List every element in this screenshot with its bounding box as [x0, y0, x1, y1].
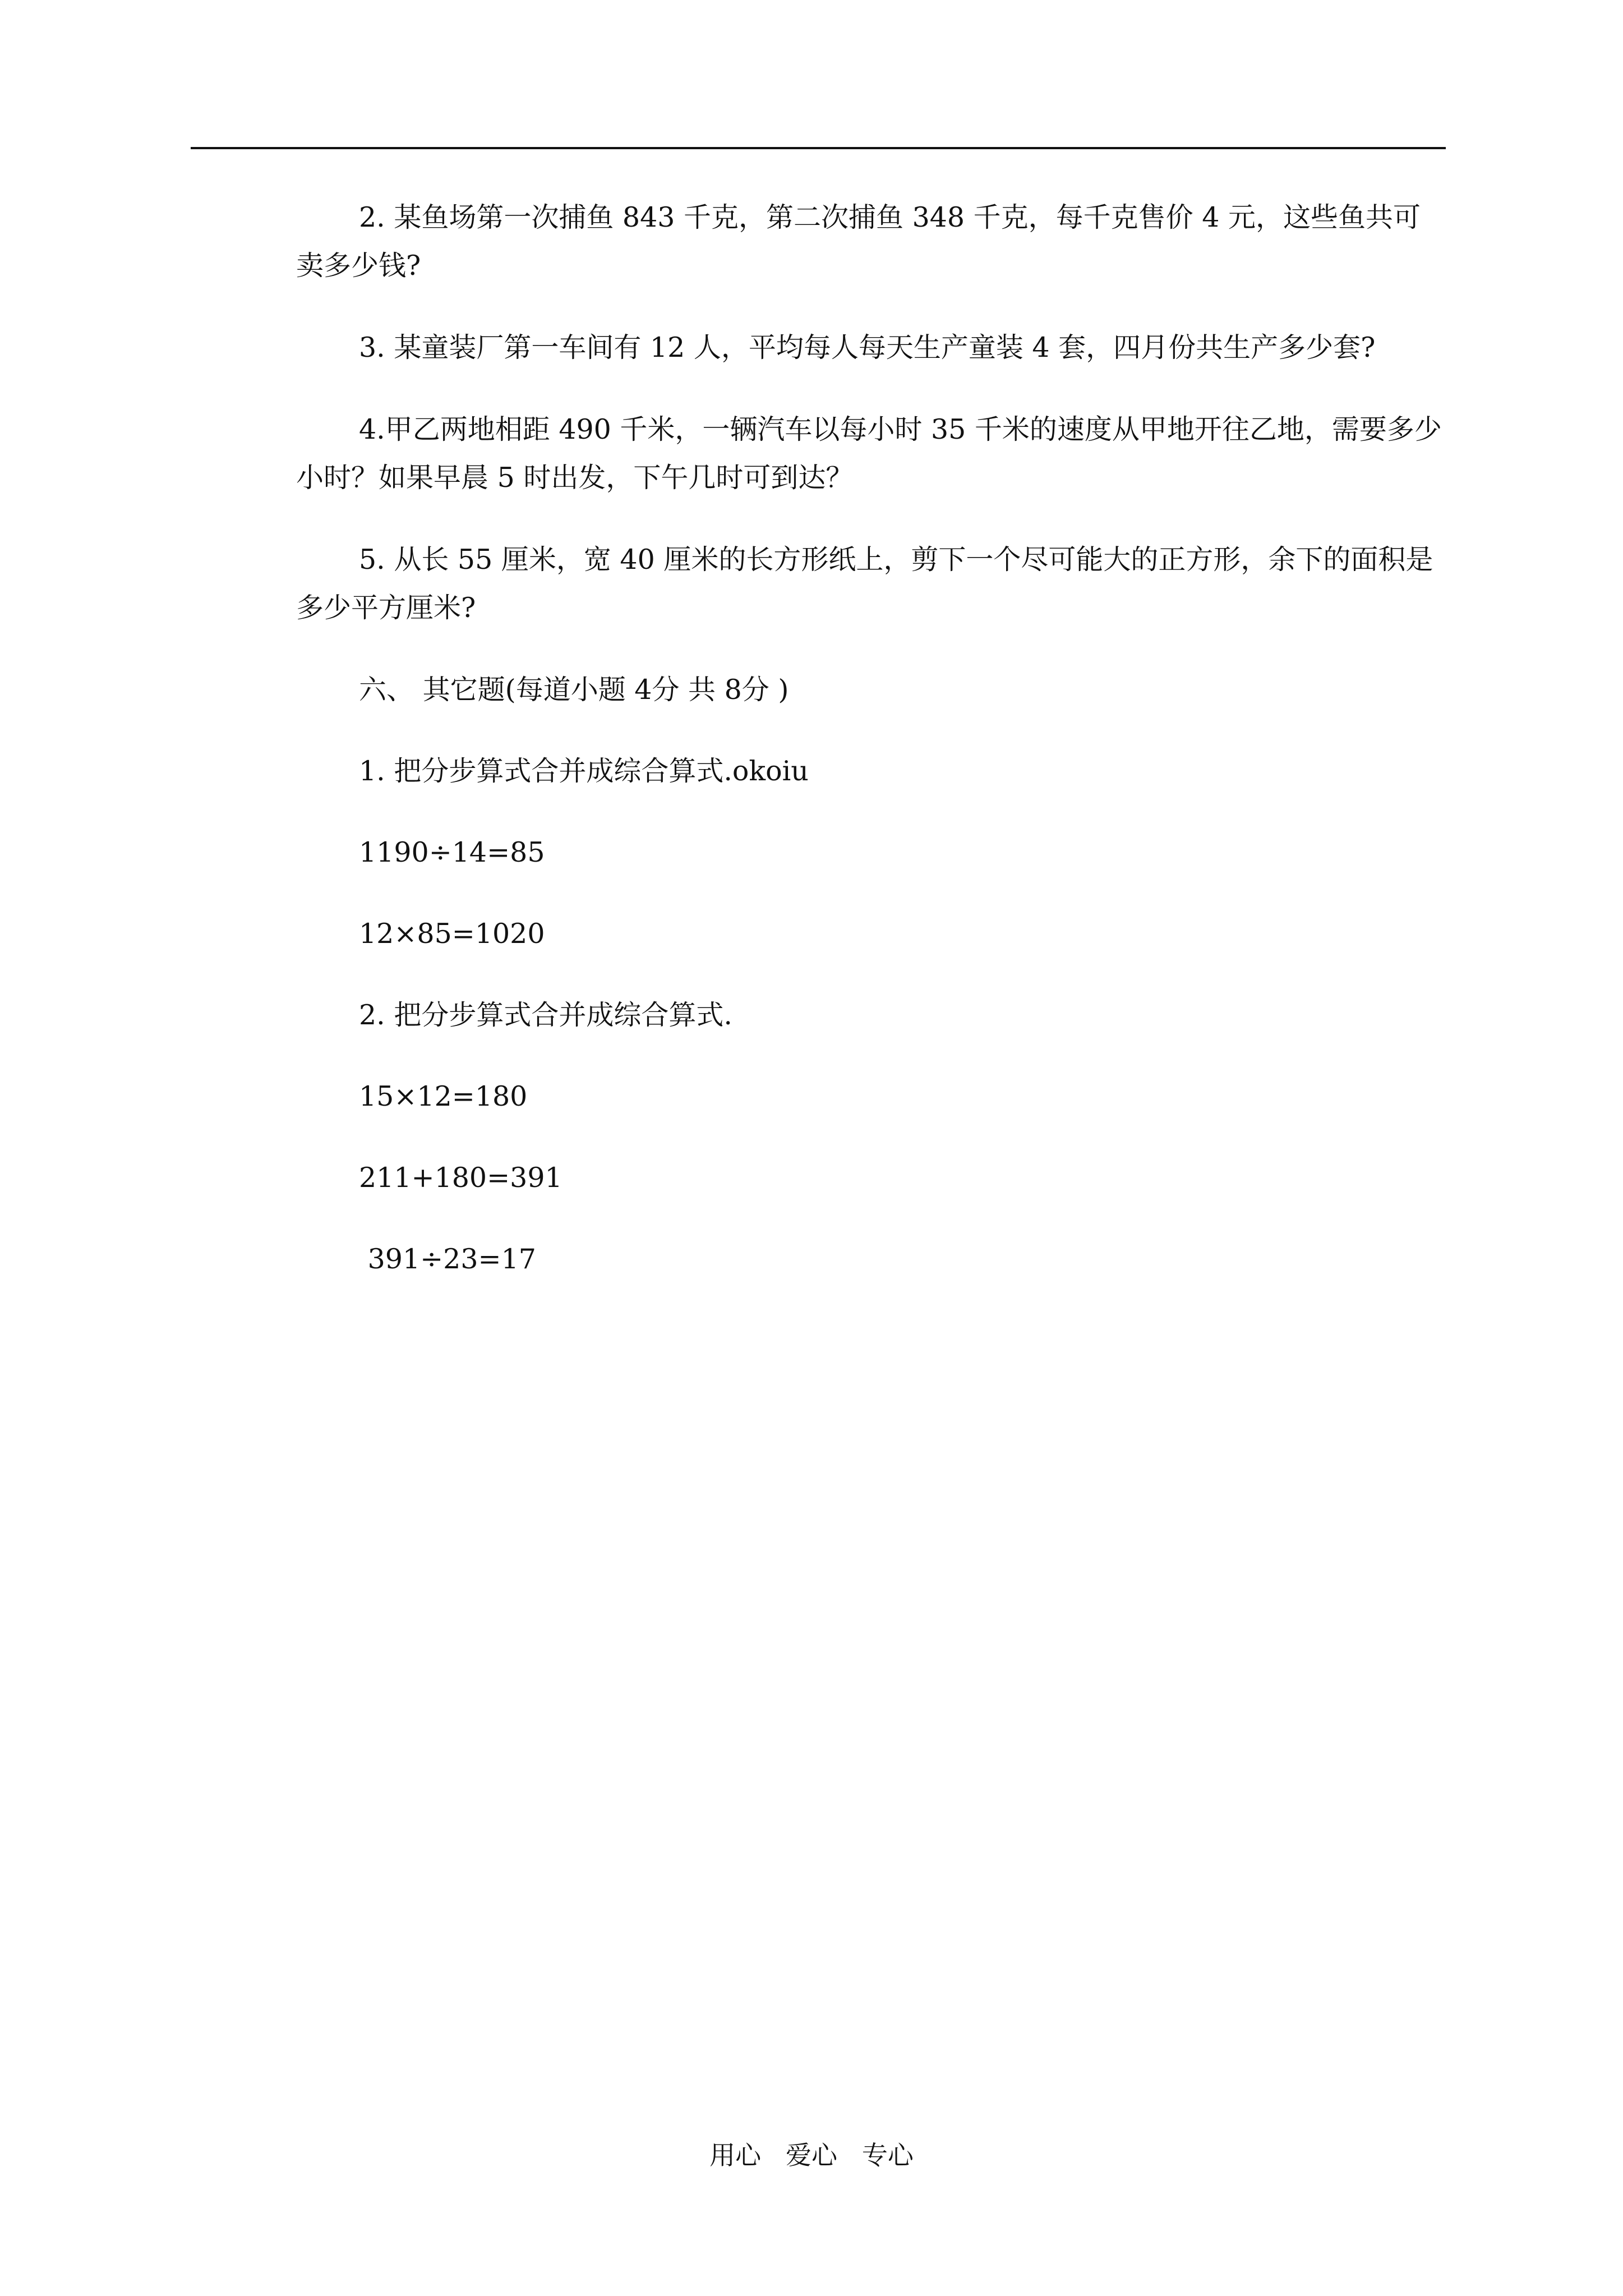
q1-step-2: 12×85=1020: [359, 918, 545, 950]
q2-step-3: 391÷23=17: [359, 1243, 536, 1275]
q2-step-1: 15×12=180: [359, 1080, 528, 1112]
problem-5: 5. 从长 55 厘米，宽 40 厘米的长方形纸上，剪下一个尽可能大的正方形，余下的面积是多少平方厘米?: [296, 544, 1433, 624]
q1-step-1: 1190÷14=85: [359, 836, 545, 868]
header-rule: [191, 147, 1446, 149]
section-6-question-2: 2. 把分步算式合并成综合算式.: [359, 999, 732, 1031]
q2-step-2: 211+180=391: [359, 1162, 562, 1194]
problem-2: 2. 某鱼场第一次捕鱼 843 千克，第二次捕鱼 348 千克，每千克售价 4 元，这些鱼共可卖多少钱?: [296, 201, 1421, 282]
problem-4: 4.甲乙两地相距 490 千米，一辆汽车以每小时 35 千米的速度从甲地开往乙地，需要多少小时？如果早晨 5 时出发，下午几时可到达？: [296, 413, 1442, 494]
section-6-question-1: 1. 把分步算式合并成综合算式.okoiu: [359, 755, 809, 787]
page-footer: 用心 爱心 专心: [709, 2140, 914, 2170]
page-content: [296, 194, 1446, 1317]
problem-3: 3. 某童装厂第一车间有 12 人，平均每人每天生产童装 4 套，四月份共生产多少套?: [359, 332, 1376, 364]
section-6-heading: 六、 其它题(每道小题 4分 共 8分 ): [359, 674, 789, 706]
